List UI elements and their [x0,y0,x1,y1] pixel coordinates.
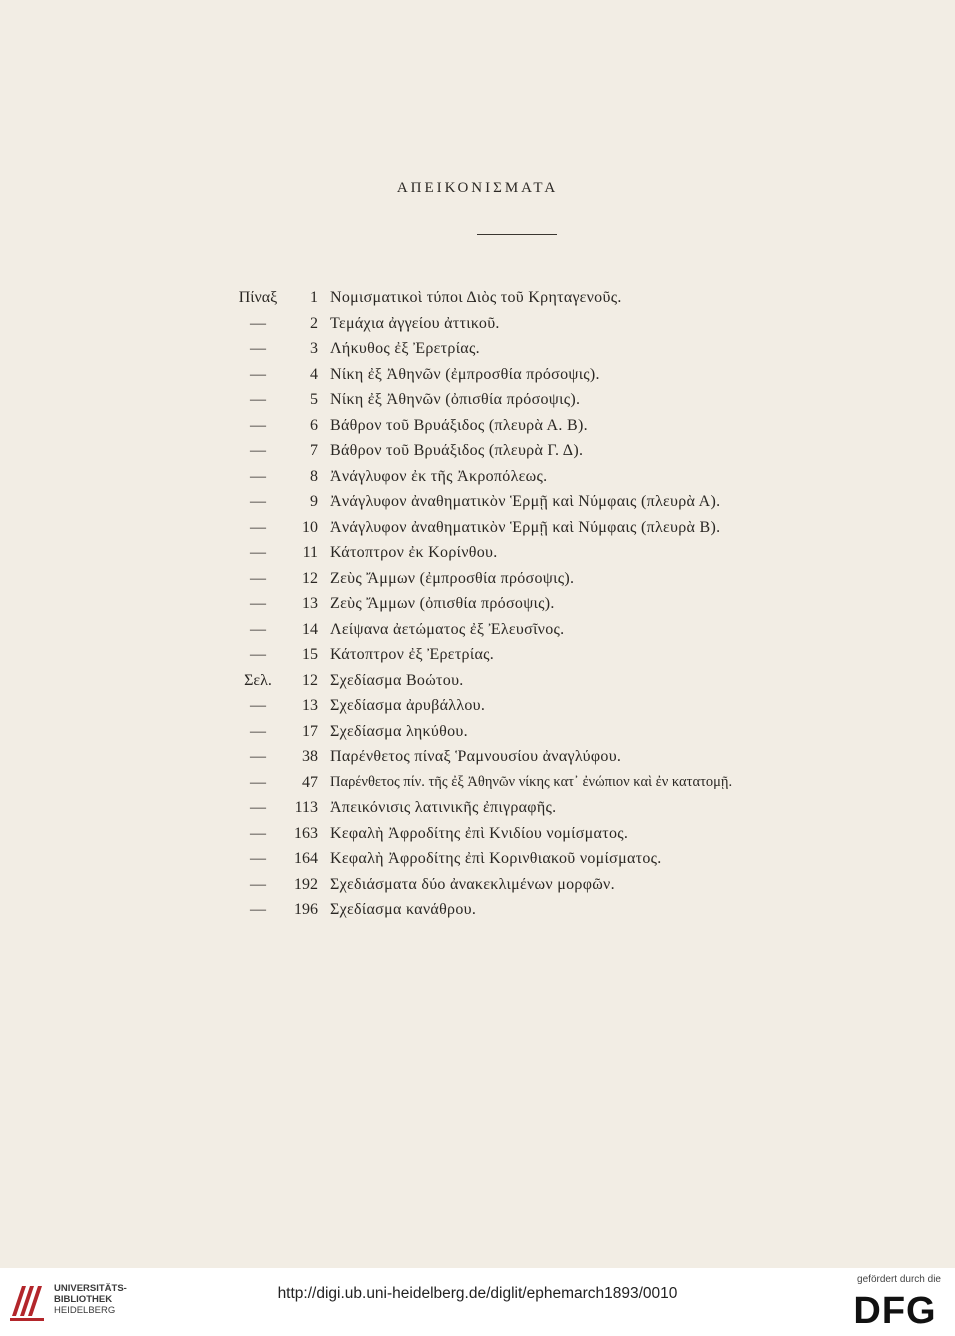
entry-label: Σελ. [244,671,272,689]
entry-label: — [250,773,266,791]
list-item [0,821,955,847]
entry-label: — [250,646,266,663]
entry-text: Σχεδίασμα κανάθρου. [330,901,477,918]
entry-number: 11 [302,544,318,561]
entry-label: Πίναξ [238,289,278,306]
list-item [0,617,955,643]
entry-label: — [250,365,266,383]
entry-text: Νίκη ἐξ Ἀθηνῶν (ὀπισθία πρόσοψις). [330,391,581,408]
entry-text: Ζεὺς Ἄμμων (ὀπισθία πρόσοψις). [330,595,555,612]
list-item [0,336,955,362]
entry-number: 5 [310,391,318,408]
library-name-line1: UNIVERSITÄTS- [54,1283,127,1294]
list-item [0,566,955,592]
entry-text: Ζεὺς Ἄμμων (ἐμπροσθία πρόσοψις). [330,569,575,587]
permalink-url[interactable]: http://digi.ub.uni-heidelberg.de/diglit/ephemarch1893/0010 [277,1285,678,1302]
list-item [0,846,955,872]
entry-text: Κεφαλὴ Ἀφροδίτης ἐπὶ Κνιδίου νομίσματος. [330,824,629,842]
entry-label: — [250,467,266,485]
entry-label: — [250,340,266,357]
entry-number: 14 [302,620,318,638]
library-name-line3: HEIDELBERG [54,1305,116,1316]
entry-text: Σχεδιάσματα δύο ἀνακεκλιμένων μορφῶν. [330,875,615,893]
entry-text: Ἀπεικόνισις λατινικῆς ἐπιγραφῆς. [330,799,557,816]
entry-text: Λείψανα ἀετώματος ἐξ Ἐλευσῖνος. [330,620,565,638]
entry-number: 192 [294,875,318,893]
entry-label: — [250,416,266,434]
entry-label: — [250,697,266,714]
entry-number: 7 [310,442,318,459]
dfg-logo-text: DFG [853,1290,937,1328]
entry-number: 13 [302,595,318,612]
list-item [0,897,955,923]
entry-label: — [250,875,266,893]
list-item [0,744,955,770]
entry-label: — [250,824,266,842]
list-item [0,387,955,413]
entry-number: 12 [302,569,318,587]
list-item [0,515,955,541]
entry-number: 6 [310,416,318,434]
entry-label: — [250,518,266,536]
list-item [0,285,955,311]
entry-text: Κεφαλὴ Ἀφροδίτης ἐπὶ Κορινθιακοῦ νομίσματος. [330,850,662,867]
entry-number: 47 [302,773,318,791]
entry-text: Σχεδίασμα ληκύθου. [330,722,468,740]
list-item [0,668,955,694]
list-item [0,489,955,515]
list-item [0,770,955,796]
entry-number: 1 [310,289,318,306]
entry-label: — [250,569,266,587]
list-item [0,642,955,668]
entry-label: — [250,901,266,918]
entry-text: Σχεδίασμα ἀρυβάλλου. [330,697,486,714]
list-item [0,464,955,490]
funding-caption: gefördert durch die [857,1274,941,1285]
entry-number: 15 [302,646,318,663]
list-item [0,795,955,821]
entry-number: 9 [310,493,318,510]
list-item [0,438,955,464]
entry-label: — [250,493,266,510]
list-item [0,362,955,388]
entry-label: — [250,722,266,740]
entry-text: Σχεδίασμα Βοώτου. [330,671,464,689]
entry-label: — [250,391,266,408]
entry-number: 12 [302,671,318,689]
entry-number: 10 [302,518,318,536]
entry-number: 196 [294,901,318,918]
entry-number: 2 [310,314,318,332]
entry-text: Κάτοπτρον ἐκ Κορίνθου. [330,544,498,561]
entry-text: Βάθρον τοῦ Βρυάξιδος (πλευρὰ Α. Β). [330,416,588,434]
entry-number: 17 [302,722,318,740]
entry-number: 38 [302,748,318,765]
entry-text: Παρένθετος πίναξ Ῥαμνουσίου ἀναγλύφου. [330,748,622,765]
entry-label: — [250,799,266,816]
title-divider [477,234,557,235]
entry-text: Παρένθετος πίν. τῆς ἐξ Ἀθηνῶν νίκης κατ᾽ ἐνώπιον καὶ ἐν κατατομῇ. [330,773,733,790]
entry-label: — [250,595,266,612]
entry-text: Νίκη ἐξ Ἀθηνῶν (ἐμπροσθία πρόσοψις). [330,365,600,383]
list-item [0,719,955,745]
list-item [0,591,955,617]
entry-number: 8 [310,467,318,485]
entry-text: Τεμάχια ἀγγείου ἀττικοῦ. [330,314,500,332]
entry-text: Ἀνάγλυφον ἀναθηματικὸν Ἑρμῇ καὶ Νύμφαις (πλευρὰ Α). [330,493,721,510]
illustration-list [0,285,955,923]
entry-text: Κάτοπτρον ἐξ Ἐρετρίας. [330,646,495,663]
list-item [0,311,955,337]
list-item [0,872,955,898]
list-item [0,413,955,439]
entry-number: 163 [294,824,318,842]
entry-text: Ἀνάγλυφον ἀναθηματικὸν Ἑρμῇ καὶ Νύμφαις (πλευρὰ Β). [330,518,721,536]
list-item [0,693,955,719]
entry-number: 164 [294,850,318,867]
entry-label: — [250,544,266,561]
library-name-line2: BIBLIOTHEK [54,1294,113,1305]
entry-label: — [250,850,266,867]
entry-text: Νομισματικοὶ τύποι Διὸς τοῦ Κρηταγενοῦς. [330,289,622,306]
entry-number: 4 [310,365,318,383]
viewer-footer [0,1268,955,1336]
entry-number: 3 [310,340,318,357]
entry-label: — [250,314,266,332]
entry-text: Βάθρον τοῦ Βρυάξιδος (πλευρὰ Γ. Δ). [330,442,584,459]
dfg-logo-icon [849,1290,941,1328]
entry-label: — [250,748,266,765]
entry-label: — [250,442,266,459]
entry-number: 113 [294,799,318,816]
entry-label: — [250,620,266,638]
list-item [0,540,955,566]
entry-text: Λήκυθος ἐξ Ἐρετρίας. [330,340,480,357]
entry-number: 13 [302,697,318,714]
page-title: ΑΠΕΙΚΟΝΙΣΜΑΤΑ [396,180,559,196]
entry-text: Ἀνάγλυφον ἐκ τῆς Ἀκροπόλεως. [330,467,548,485]
